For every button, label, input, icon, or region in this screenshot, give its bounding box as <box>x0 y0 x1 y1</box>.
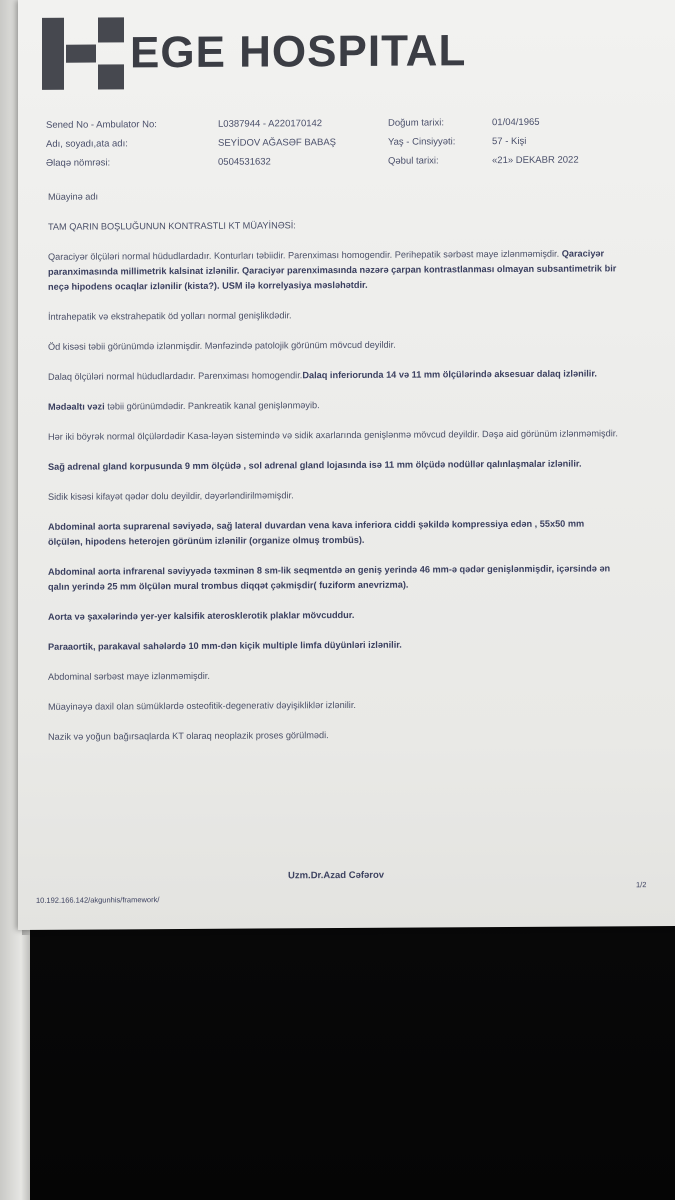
pancreas-paragraph <box>48 396 620 414</box>
hospital-logo-icon <box>42 17 124 90</box>
dob-value: 01/04/1965 <box>492 116 540 129</box>
aorta-infrarenal-paragraph: Abdominal aorta infrarenal səviyyədə təxminən 8 sm-lik seqmentdə ən geniş yerində 46 mm-ə qədər genişlənmişdir, içərsində ən qalın yerində 25 mm ölçülən mural trombus diqqət çəkmişdir( fuziform anevrizma). <box>48 563 611 592</box>
exam-label: Müayinə adı <box>48 191 99 202</box>
kidneys-paragraph: Hər iki böyrək normal ölçülərdədir Kasa-ləyən sistemində və sidik axarlarında genişlənmə mövcud deyildir. Dəşə aid görünüm izlənməmişdir. <box>48 428 618 442</box>
pancreas-text: təbii görünümdədir. Pankreatik kanal genişlənməyib. <box>104 400 320 412</box>
bones-paragraph: Müayinəyə daxil olan sümüklərdə osteofitik-degenerativ dəyişikliklər izlənilir. <box>48 699 356 712</box>
name-value: SEYİDOV AĞASƏF BABAŞ <box>218 137 337 149</box>
phone-label: Əlaqə nömrəsi: <box>46 157 111 169</box>
bile-ducts-paragraph: İntrahepatik və ekstrahepatik öd yolları normal genişlikdədir. <box>48 310 292 322</box>
admission-label: Qəbul tarixi: <box>388 155 439 167</box>
liver-paragraph <box>48 246 620 294</box>
liver-findings: Qaraciyər paranximasında millimetrik kalsinat izlənilir. Qaraciyər parenximasında nəzərə çarpan kontrastlanması olmayan subsantimetrik bir neçə hipodens ocaqlar izlənilir (kista?). USM ilə korrelyasiya məsləhətdir. <box>48 248 617 292</box>
free-fluid-paragraph: Abdominal sərbəst maye izlənməmişdir. <box>48 670 210 682</box>
report-body <box>48 186 620 759</box>
hospital-header <box>42 15 466 90</box>
admission-value: «21» DEKABR 2022 <box>492 154 579 167</box>
gallbladder-paragraph: Öd kisəsi təbii görünümdə izlənmişdir. Mənfəzində patolojik görünüm mövcud deyildir. <box>48 339 396 352</box>
liver-text: Qaraciyər ölçüləri normal hüdudlardadır. Konturları təbiidir. Parenximası homogendir. Perihepatik sərbəst maye izlənməmişdir. <box>48 248 562 262</box>
bladder-paragraph: Sidik kisəsi kifayət qədər dolu deyildir, dəyərləndirilməmişdir. <box>48 490 294 502</box>
record-no-value: L0387944 - A220170142 <box>218 118 323 130</box>
hospital-name: EGE HOSPITAL <box>130 26 467 78</box>
patient-info-block <box>46 116 646 177</box>
age-sex-label: Yaş - Cinsiyyəti: <box>388 136 456 148</box>
spleen-text: Dalaq ölçüləri normal hüdudlardadır. Parenximası homogendir. <box>48 370 303 382</box>
page-number: 1/2 <box>636 880 647 890</box>
info-row <box>46 154 646 177</box>
medical-report-page <box>18 0 675 930</box>
spleen-findings: Dalaq inferiorunda 14 və 11 mm ölçülərində aksesuar dalaq izlənilir. <box>302 368 597 381</box>
spleen-paragraph <box>48 366 620 384</box>
lymph-nodes-paragraph: Paraaortik, parakaval sahələrdə 10 mm-dən kiçik multiple limfa düyünləri izlənilir. <box>48 639 402 652</box>
radiologist-signature: Uzm.Dr.Azad Cəfərov <box>288 869 385 882</box>
dob-label: Doğum tarixi: <box>388 117 444 129</box>
age-sex-value: 57 - Kişi <box>492 135 527 148</box>
pancreas-heading: Mədəaltı vəzi <box>48 401 105 412</box>
footer-url: 10.192.166.142/akgunhis/framework/ <box>36 895 160 905</box>
record-no-label: Sened No - Ambulator No: <box>46 119 157 131</box>
atherosclerosis-paragraph: Aorta və şaxələrində yer-yer kalsifik aterosklerotik plaklar mövcuddur. <box>48 609 355 622</box>
exam-title: TAM QARIN BOŞLUĞUNUN KONTRASTLI KT MÜAYİNƏSİ: <box>48 220 296 232</box>
adrenal-paragraph: Sağ adrenal gland korpusunda 9 mm ölçüdə , sol adrenal gland lojasında isə 11 mm ölçüdə nodüllər qalınlaşmalar izlənilir. <box>48 458 582 472</box>
name-label: Adı, soyadı,ata adı: <box>46 138 128 150</box>
bowel-paragraph: Nazik və yoğun bağırsaqlarda KT olaraq neoplazik proses görülmədi. <box>48 730 329 742</box>
aorta-suprarenal-paragraph: Abdominal aorta suprarenal səviyədə, sağ lateral duvardan vena kava inferiora ciddi şəkildə kompressiya edən , 55x50 mm ölçülən, hipodens heterojen görünüm izlənilir (organize olmuş trombüs). <box>48 518 585 547</box>
phone-value: 0504531632 <box>218 156 271 168</box>
